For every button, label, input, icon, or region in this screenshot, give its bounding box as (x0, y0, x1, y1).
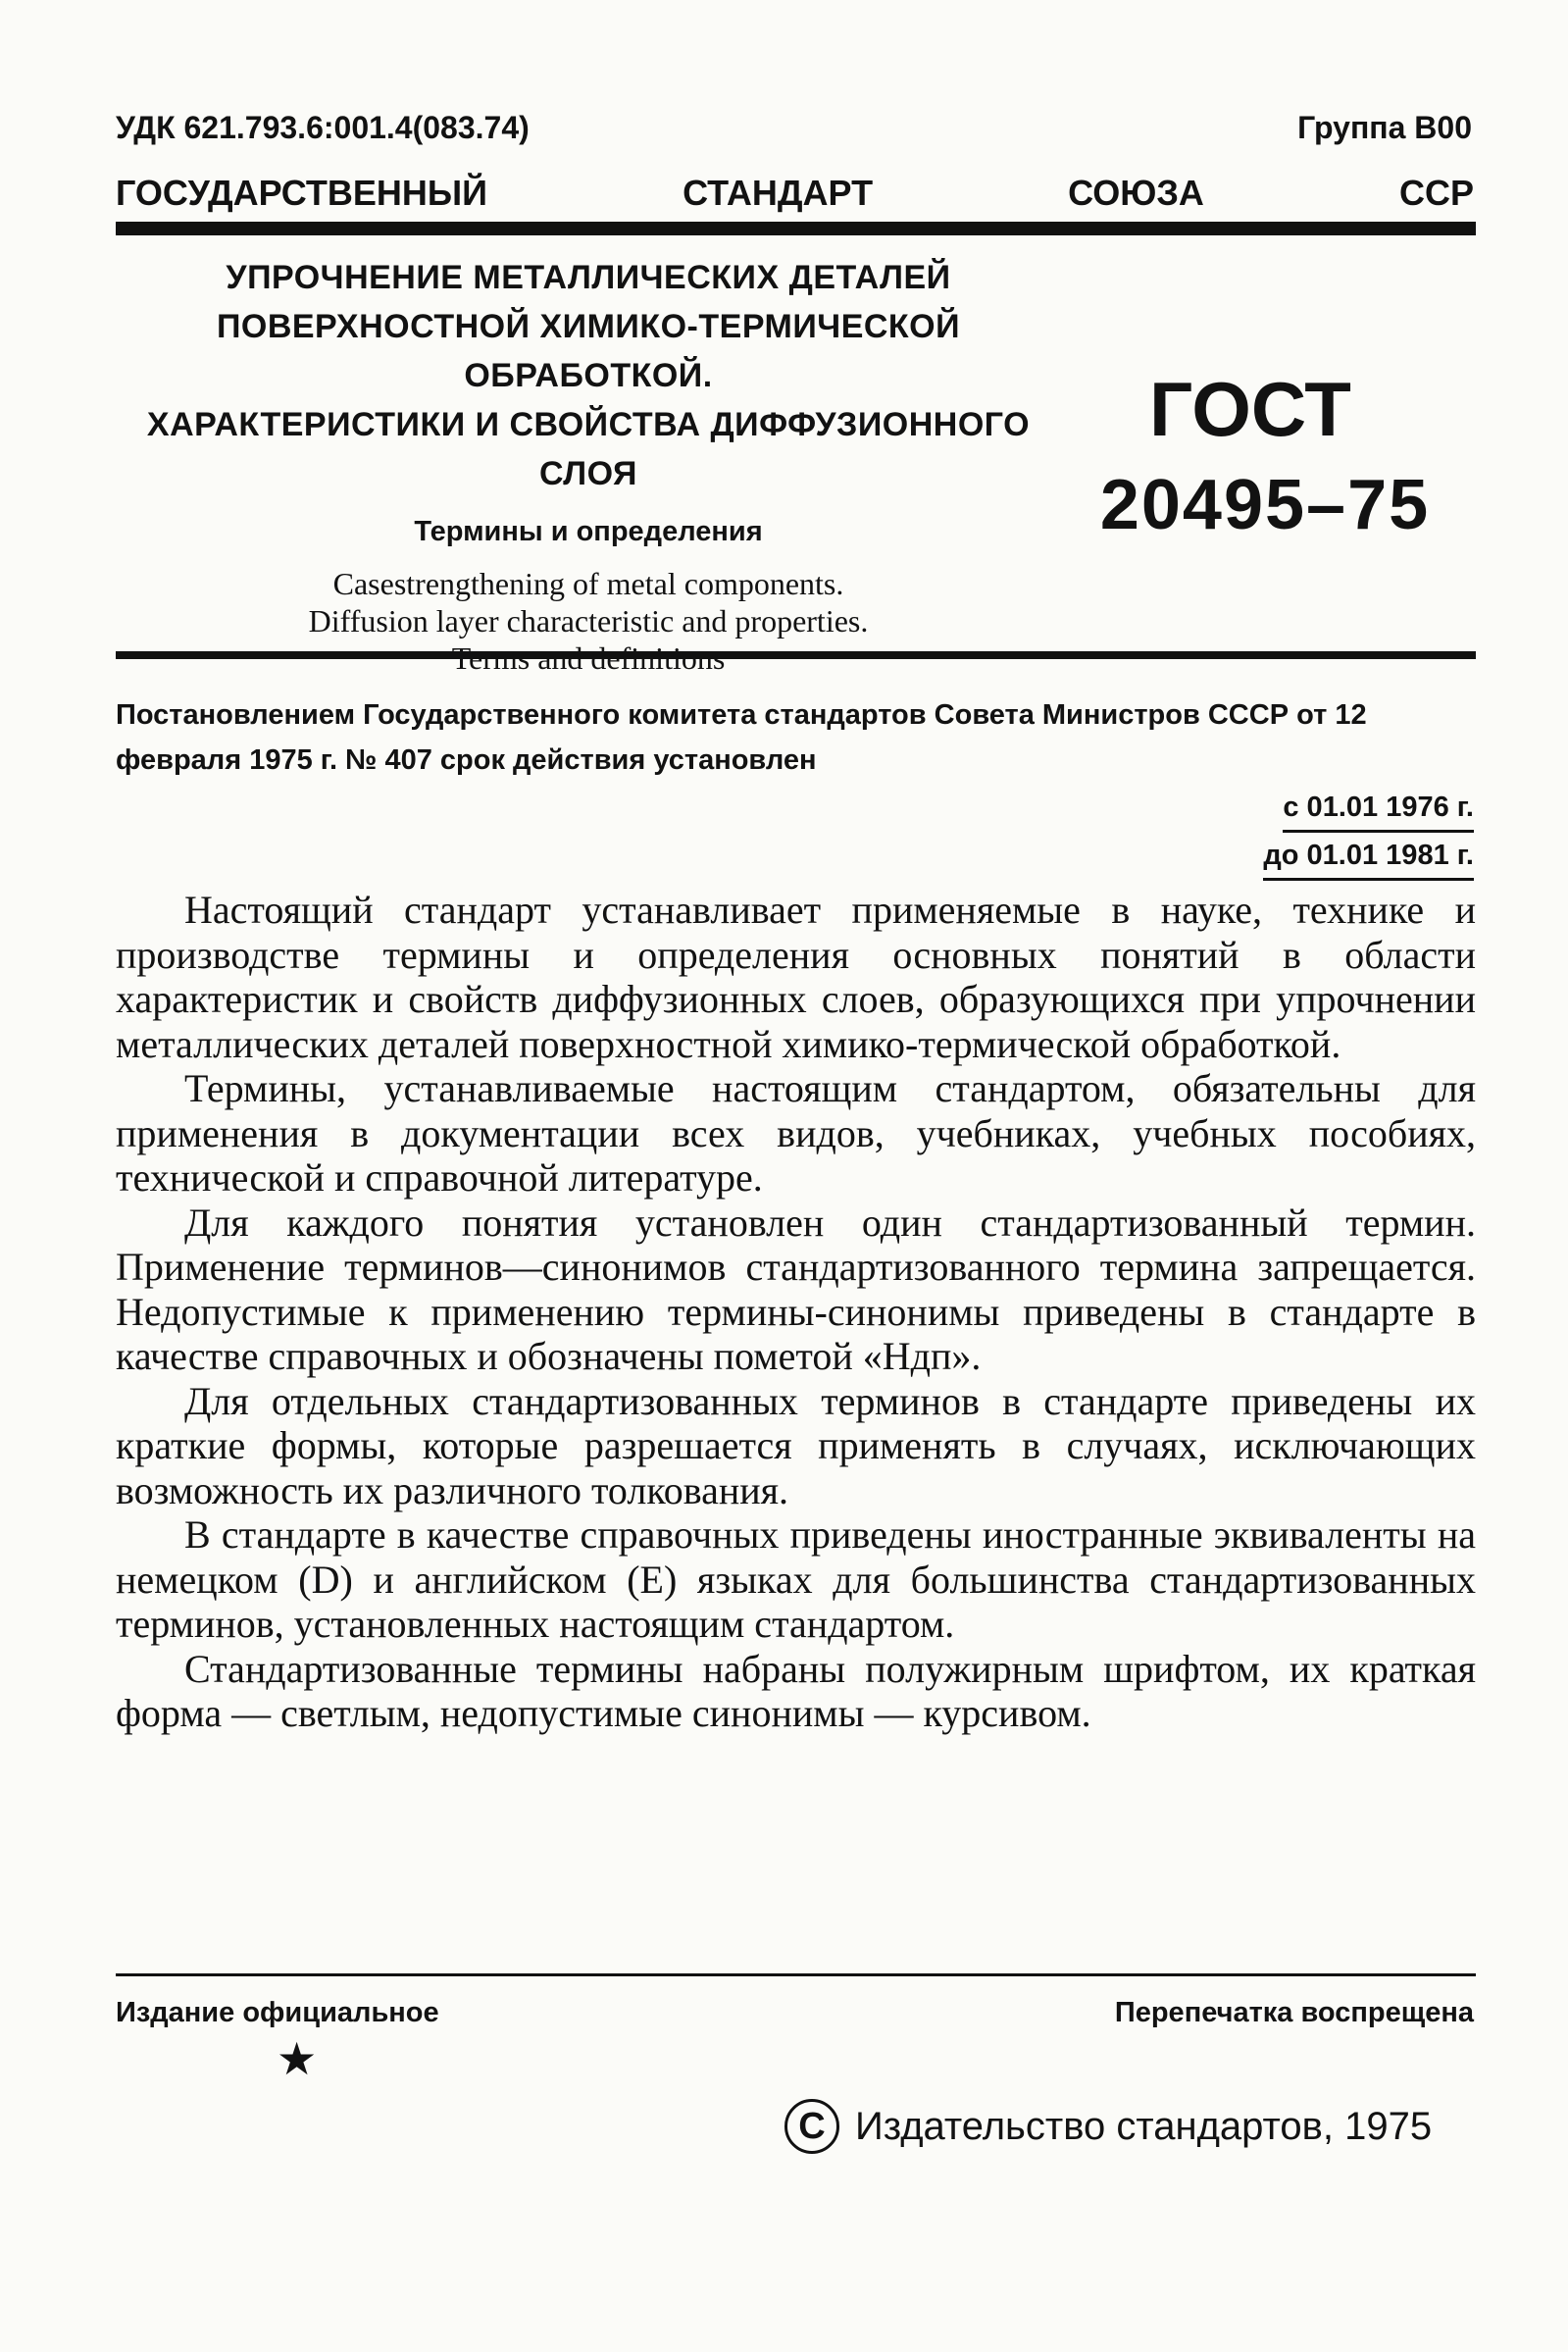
english-line: Casestrengthening of metal components. (332, 566, 844, 601)
udk-code: УДК 621.793.6:001.4(083.74) (116, 110, 530, 145)
state-word: СОЮЗА (1068, 173, 1204, 213)
english-title (118, 565, 1059, 677)
title-line: ХАРАКТЕРИСТИКИ И СВОЙСТВА ДИФФУЗИОННОГО (146, 406, 1031, 443)
group-code: Группа В00 (1297, 110, 1472, 145)
body-paragraph: В стандарте в качестве справочных приведены иностранные эквиваленты на немецком (D) и английском (E) языках для большинства стандартизованных терминов, установленных настоящим стандартом. (116, 1512, 1476, 1646)
footer-rule (116, 1973, 1476, 1976)
publisher-line (784, 2099, 1432, 2154)
body-paragraph: Термины, устанавливаемые настоящим стандартом, обязательны для применения в документации всех видов, учебниках, учебных пособиях, технической и справочной литературе. (116, 1066, 1476, 1200)
body-paragraph: Для отдельных стандартизованных терминов в стандарте приведены их краткие формы, которые разрешается применять в случаях, исключающих возможность их различного толкования. (116, 1378, 1476, 1512)
title-line: ПОВЕРХНОСТНОЙ ХИМИКО-ТЕРМИЧЕСКОЙ (216, 308, 961, 345)
header-rule (116, 222, 1476, 235)
english-line: Diffusion layer characteristic and properties. (308, 603, 869, 639)
title-line: ОБРАБОТКОЙ. (464, 357, 713, 394)
official-edition: Издание официальное (116, 1997, 439, 2028)
subtitle: Термины и определения (414, 516, 763, 547)
state-word: ССР (1398, 173, 1474, 213)
valid-from: с 01.01 1976 г. (1283, 785, 1474, 833)
state-word: ГОСУДАРСТВЕННЫЙ (116, 173, 488, 213)
body-text (116, 888, 1476, 1736)
title-block (118, 253, 1059, 677)
reprint-prohibited: Перепечатка воспрещена (1114, 1997, 1474, 2028)
publisher-text: Издательство стандартов, 1975 (855, 2104, 1433, 2148)
valid-to: до 01.01 1981 г. (1263, 833, 1474, 881)
title-rule (116, 651, 1476, 659)
star-icon: ★ (277, 2033, 318, 2084)
decree-text: Постановлением Государственного комитета стандартов Совета Министров СССР от 12 февраля 1975 г. № 407 срок действия установлен (116, 699, 1367, 776)
validity-dates (1263, 785, 1474, 881)
state-word: СТАНДАРТ (683, 173, 874, 213)
gost-number: 20495–75 (1099, 466, 1431, 544)
state-standard-heading (116, 173, 1474, 214)
body-paragraph: Настоящий стандарт устанавливает применяемые в науке, технике и производстве термины и определения основных понятий в области характеристик и свойств диффузионных слоев, образующихся при упрочнении металлических деталей поверхностной химико-термической обработкой. (116, 888, 1476, 1066)
copyright-icon: C (784, 2099, 839, 2154)
body-paragraph: Стандартизованные термины набраны полужирным шрифтом, их краткая форма — светлым, недопустимые синонимы — курсивом. (116, 1646, 1476, 1735)
gost-label: ГОСТ (1149, 366, 1351, 452)
title-line: УПРОЧНЕНИЕ МЕТАЛЛИЧЕСКИХ ДЕТАЛЕЙ (226, 259, 951, 296)
title-line: СЛОЯ (539, 455, 637, 492)
body-paragraph: Для каждого понятия установлен один стандартизованный термин. Применение терминов—синонимов стандартизованного термина запрещается. Недопустимые к применению термины-синонимы приведены в стандарте в качестве справочных и обозначены пометой «Ндп». (116, 1200, 1476, 1378)
